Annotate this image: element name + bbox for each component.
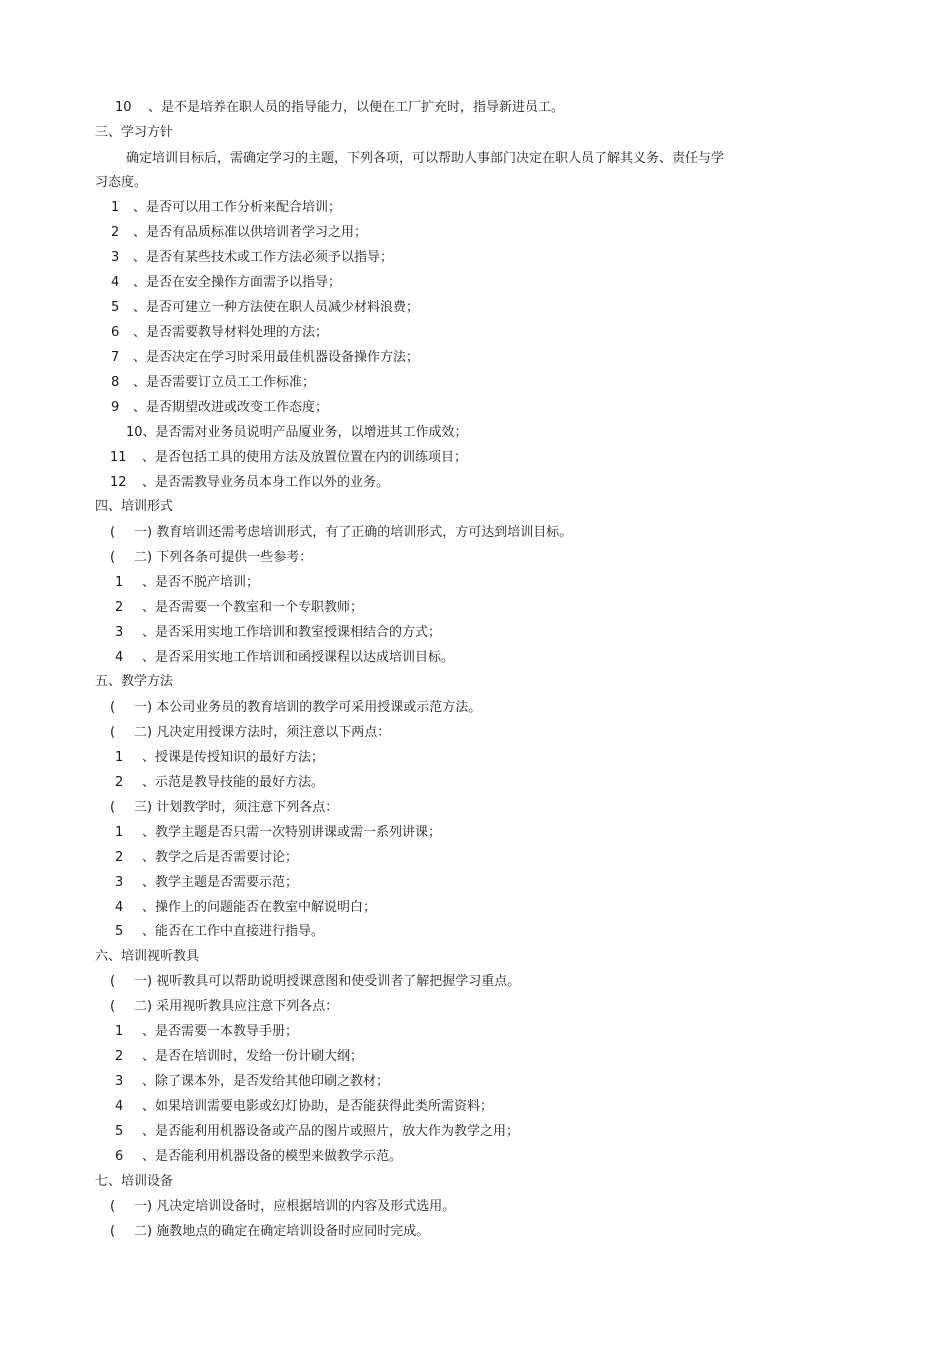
list-item-number: 6 <box>111 325 120 340</box>
list-item-text: 、是否在安全操作方面需予以指导； <box>133 275 342 290</box>
list-item-number: 11 <box>110 450 127 465</box>
list-item-text: 、授课是传授知识的最好方法； <box>142 750 325 765</box>
list-item-text: 一) 凡决定培训设备时，应根据培训的内容及形式选用。 <box>134 1199 456 1214</box>
list-item-text: 一) 教育培训还需考虑培训形式，有了正确的培训形式，方可达到培训目标。 <box>134 525 573 540</box>
list-item-text: 、是否包括工具的使用方法及放置位置在内的训练项目； <box>142 450 468 465</box>
list-item-number: 1 <box>115 750 124 765</box>
list-item-number: ( <box>110 725 116 740</box>
list-item-number: 3 <box>115 875 124 890</box>
list-item-number: 9 <box>111 400 120 415</box>
list-item-text: 、教学之后是否需要讨论； <box>142 850 299 865</box>
list-item-number: ( <box>110 800 116 815</box>
list-item-text: 、能否在工作中直接进行指导。 <box>142 924 325 939</box>
list-item-number: 4 <box>111 275 120 290</box>
list-item-text: 10、是否需对业务员说明产品厦业务，以增进其工作成效； <box>126 425 468 440</box>
list-item-text: 二) 下列各条可提供一些参考： <box>134 550 313 565</box>
list-item-number: 4 <box>115 1099 124 1114</box>
list-item-number: 4 <box>115 900 124 915</box>
list-item-text: 、是否需要一个教室和一个专职教师； <box>142 600 364 615</box>
section-heading: 六、培训视听教具 <box>95 949 200 964</box>
list-item-text: 、是否需教导业务员本身工作以外的业务。 <box>142 475 390 490</box>
list-item-text: 、示范是教导技能的最好方法。 <box>142 775 325 790</box>
list-item-text: 、是否采用实地工作培训和函授课程以达成培训目标。 <box>142 650 455 665</box>
list-item-number: 1 <box>115 1024 124 1039</box>
list-item-number: 2 <box>115 850 124 865</box>
list-item-text: 、操作上的问题能否在教室中解说明白； <box>142 900 377 915</box>
list-item-number: 1 <box>111 200 120 215</box>
list-item-text: 二) 凡决定用授课方法时，须注意以下两点： <box>134 725 391 740</box>
list-item-number: ( <box>110 525 116 540</box>
list-item-number: ( <box>110 974 116 989</box>
list-item-text: 、是否可建立一种方法使在职人员减少材料浪费； <box>133 300 420 315</box>
list-item-text: 三) 计划教学时，须注意下列各点： <box>134 800 339 815</box>
list-item-number: 2 <box>111 225 120 240</box>
list-item-text: 二) 施教地点的确定在确定培训设备时应同时完成。 <box>134 1224 430 1239</box>
list-item-number: 1 <box>115 825 124 840</box>
list-item-text: 、教学主题是否需要示范； <box>142 875 299 890</box>
list-item-number: ( <box>110 700 116 715</box>
list-item-number: 8 <box>111 375 120 390</box>
list-item-text: 、是否期望改进或改变工作态度； <box>133 400 329 415</box>
list-item-number: 2 <box>115 600 124 615</box>
list-item-text: 、是否在培训时，发给一份计刷大纲； <box>142 1049 364 1064</box>
list-item-text: 、是不是培养在职人员的指导能力，以便在工厂扩充时，指导新进员工。 <box>148 100 565 115</box>
list-item-text: 、是否不脱产培训； <box>142 575 260 590</box>
list-item-number: 5 <box>115 1124 124 1139</box>
list-item-number: 7 <box>111 350 120 365</box>
list-item-number: 12 <box>110 475 127 490</box>
list-item-number: 3 <box>111 250 120 265</box>
list-item-text: 、是否需要一本教导手册； <box>142 1024 299 1039</box>
list-item-number: 3 <box>115 625 124 640</box>
list-item-text: 、除了课本外，是否发给其他印刷之教材； <box>142 1074 390 1089</box>
list-item-number: 2 <box>115 775 124 790</box>
list-item-text: 一) 本公司业务员的教育培训的教学可采用授课或示范方法。 <box>134 700 482 715</box>
list-item-text: 、是否需要订立员工工作标准； <box>133 375 316 390</box>
section-heading: 七、培训设备 <box>95 1174 174 1189</box>
list-item-text: 、教学主题是否只需一次特别讲课或需一系列讲课； <box>142 825 442 840</box>
list-item-number: 3 <box>115 1074 124 1089</box>
list-item-text: 、是否有某些技术或工作方法必须予以指导； <box>133 250 394 265</box>
list-item-text: 、是否需要教导材料处理的方法； <box>133 325 329 340</box>
list-item-number: ( <box>110 550 116 565</box>
list-item-text: 、是否决定在学习时采用最佳机器设备操作方法； <box>133 350 420 365</box>
list-item-text: 、是否能利用机器设备的模型来做教学示范。 <box>142 1149 403 1164</box>
section-heading: 四、培训形式 <box>95 499 174 514</box>
section-heading: 五、教学方法 <box>95 674 174 689</box>
list-item-number: 5 <box>115 924 124 939</box>
list-item-number: ( <box>110 1224 116 1239</box>
list-item-text: 、如果培训需要电影或幻灯协助，是否能获得此类所需资料； <box>142 1099 494 1114</box>
list-item-text: 、是否采用实地工作培训和教室授课相结合的方式； <box>142 625 442 640</box>
list-item-number: 5 <box>111 300 120 315</box>
list-item-number: 10 <box>115 100 132 115</box>
section-heading: 三、学习方针 <box>95 125 174 140</box>
paragraph-line: 确定培训目标后，需确定学习的主题，下列各项，可以帮助人事部门决定在职人员了解其义务、责任与学 <box>126 151 725 166</box>
list-item-number: 4 <box>115 650 124 665</box>
paragraph-line: 习态度。 <box>95 175 148 190</box>
list-item-text: 、是否可以用工作分析来配合培训； <box>133 200 342 215</box>
list-item-text: 一) 视听教具可以帮助说明授课意图和使受训者了解把握学习重点。 <box>134 974 521 989</box>
list-item-number: ( <box>110 1199 116 1214</box>
list-item-text: 二) 采用视听教具应注意下列各点： <box>134 999 339 1014</box>
list-item-number: 1 <box>115 575 124 590</box>
list-item-text: 、是否能利用机器设备或产品的图片或照片，放大作为教学之用； <box>142 1124 520 1139</box>
list-item-number: ( <box>110 999 116 1014</box>
list-item-number: 2 <box>115 1049 124 1064</box>
list-item-text: 、是否有品质标准以供培训者学习之用； <box>133 225 368 240</box>
list-item-number: 6 <box>115 1149 124 1164</box>
